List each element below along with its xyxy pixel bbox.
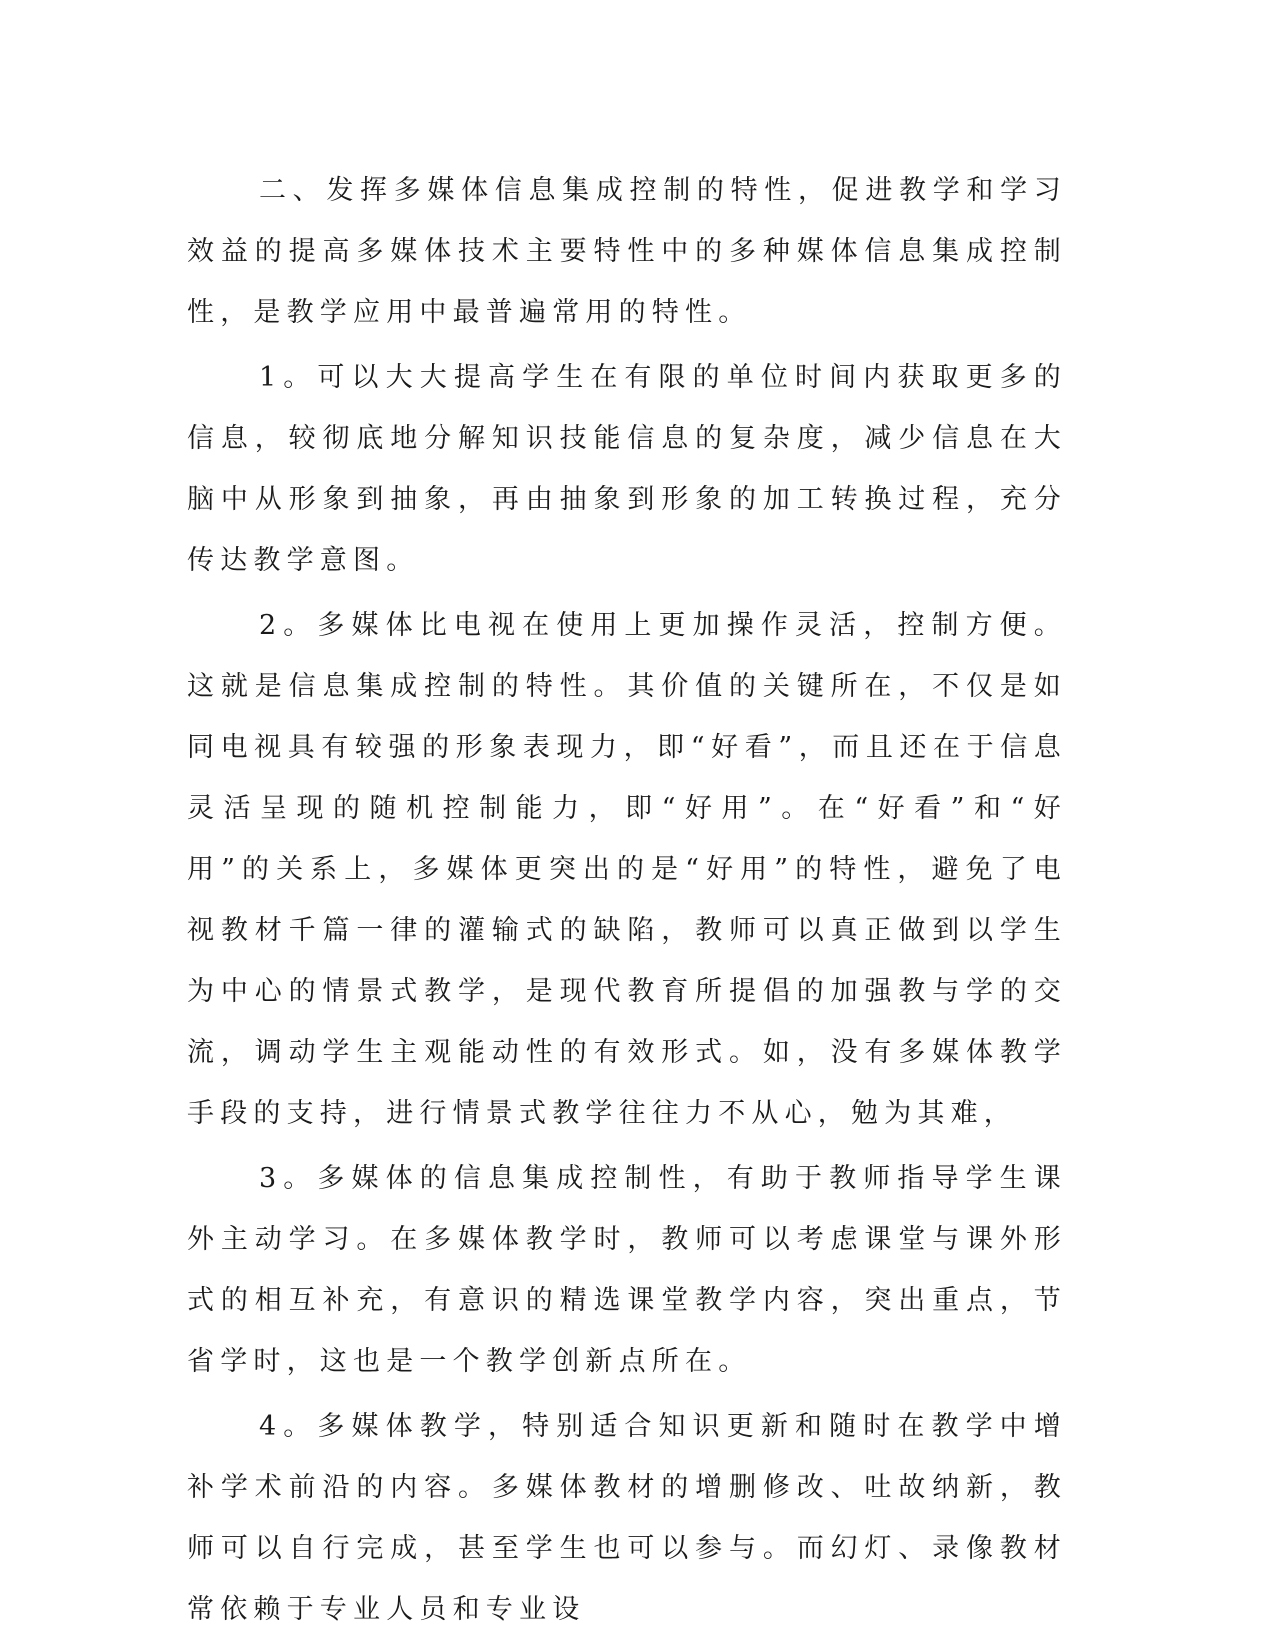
paragraph-item-4: 4。多媒体教学，特别适合知识更新和随时在教学中增补学术前沿的内容。多媒体教材的增删修改、吐故纳新，教师可以自行完成，甚至学生也可以参与。而幻灯、录像教材常依赖于专业人员和专业设 (187, 1411, 1067, 1625)
paragraph-item-2: 2。多媒体比电视在使用上更加操作灵活，控制方便。这就是信息集成控制的特性。其价值的关键所在，不仅是如同电视具有较强的形象表现力，即“好看”，而且还在于信息灵活呈现的随机控制能力，即“好用”。在“好看”和“好用”的关系上，多媒体更突出的是“好用”的特性，避免了电视教材千篇一律的灌输式的缺陷，教师可以真正做到以学生为中心的情景式教学，是现代教育所提倡的加强教与学的交流，调动学生主观能动性的有效形式。如，没有多媒体教学手段的支持，进行情景式教学往往力不从心，勉为其难， (187, 610, 1067, 1129)
paragraph-item-3: 3。多媒体的信息集成控制性，有助于教师指导学生课外主动学习。在多媒体教学时，教师可以考虑课堂与课外形式的相互补充，有意识的精选课堂教学内容，突出重点，节省学时，这也是一个教学创新点所在。 (187, 1163, 1067, 1377)
paragraph-section-two: 二、发挥多媒体信息集成控制的特性，促进教学和学习效益的提高多媒体技术主要特性中的多种媒体信息集成控制性，是教学应用中最普遍常用的特性。 (187, 175, 1067, 328)
document-body (187, 160, 1067, 1644)
paragraph-item-1: 1。可以大大提高学生在有限的单位时间内获取更多的信息，较彻底地分解知识技能信息的复杂度，减少信息在大脑中从形象到抽象，再由抽象到形象的加工转换过程，充分传达教学意图。 (187, 362, 1067, 576)
